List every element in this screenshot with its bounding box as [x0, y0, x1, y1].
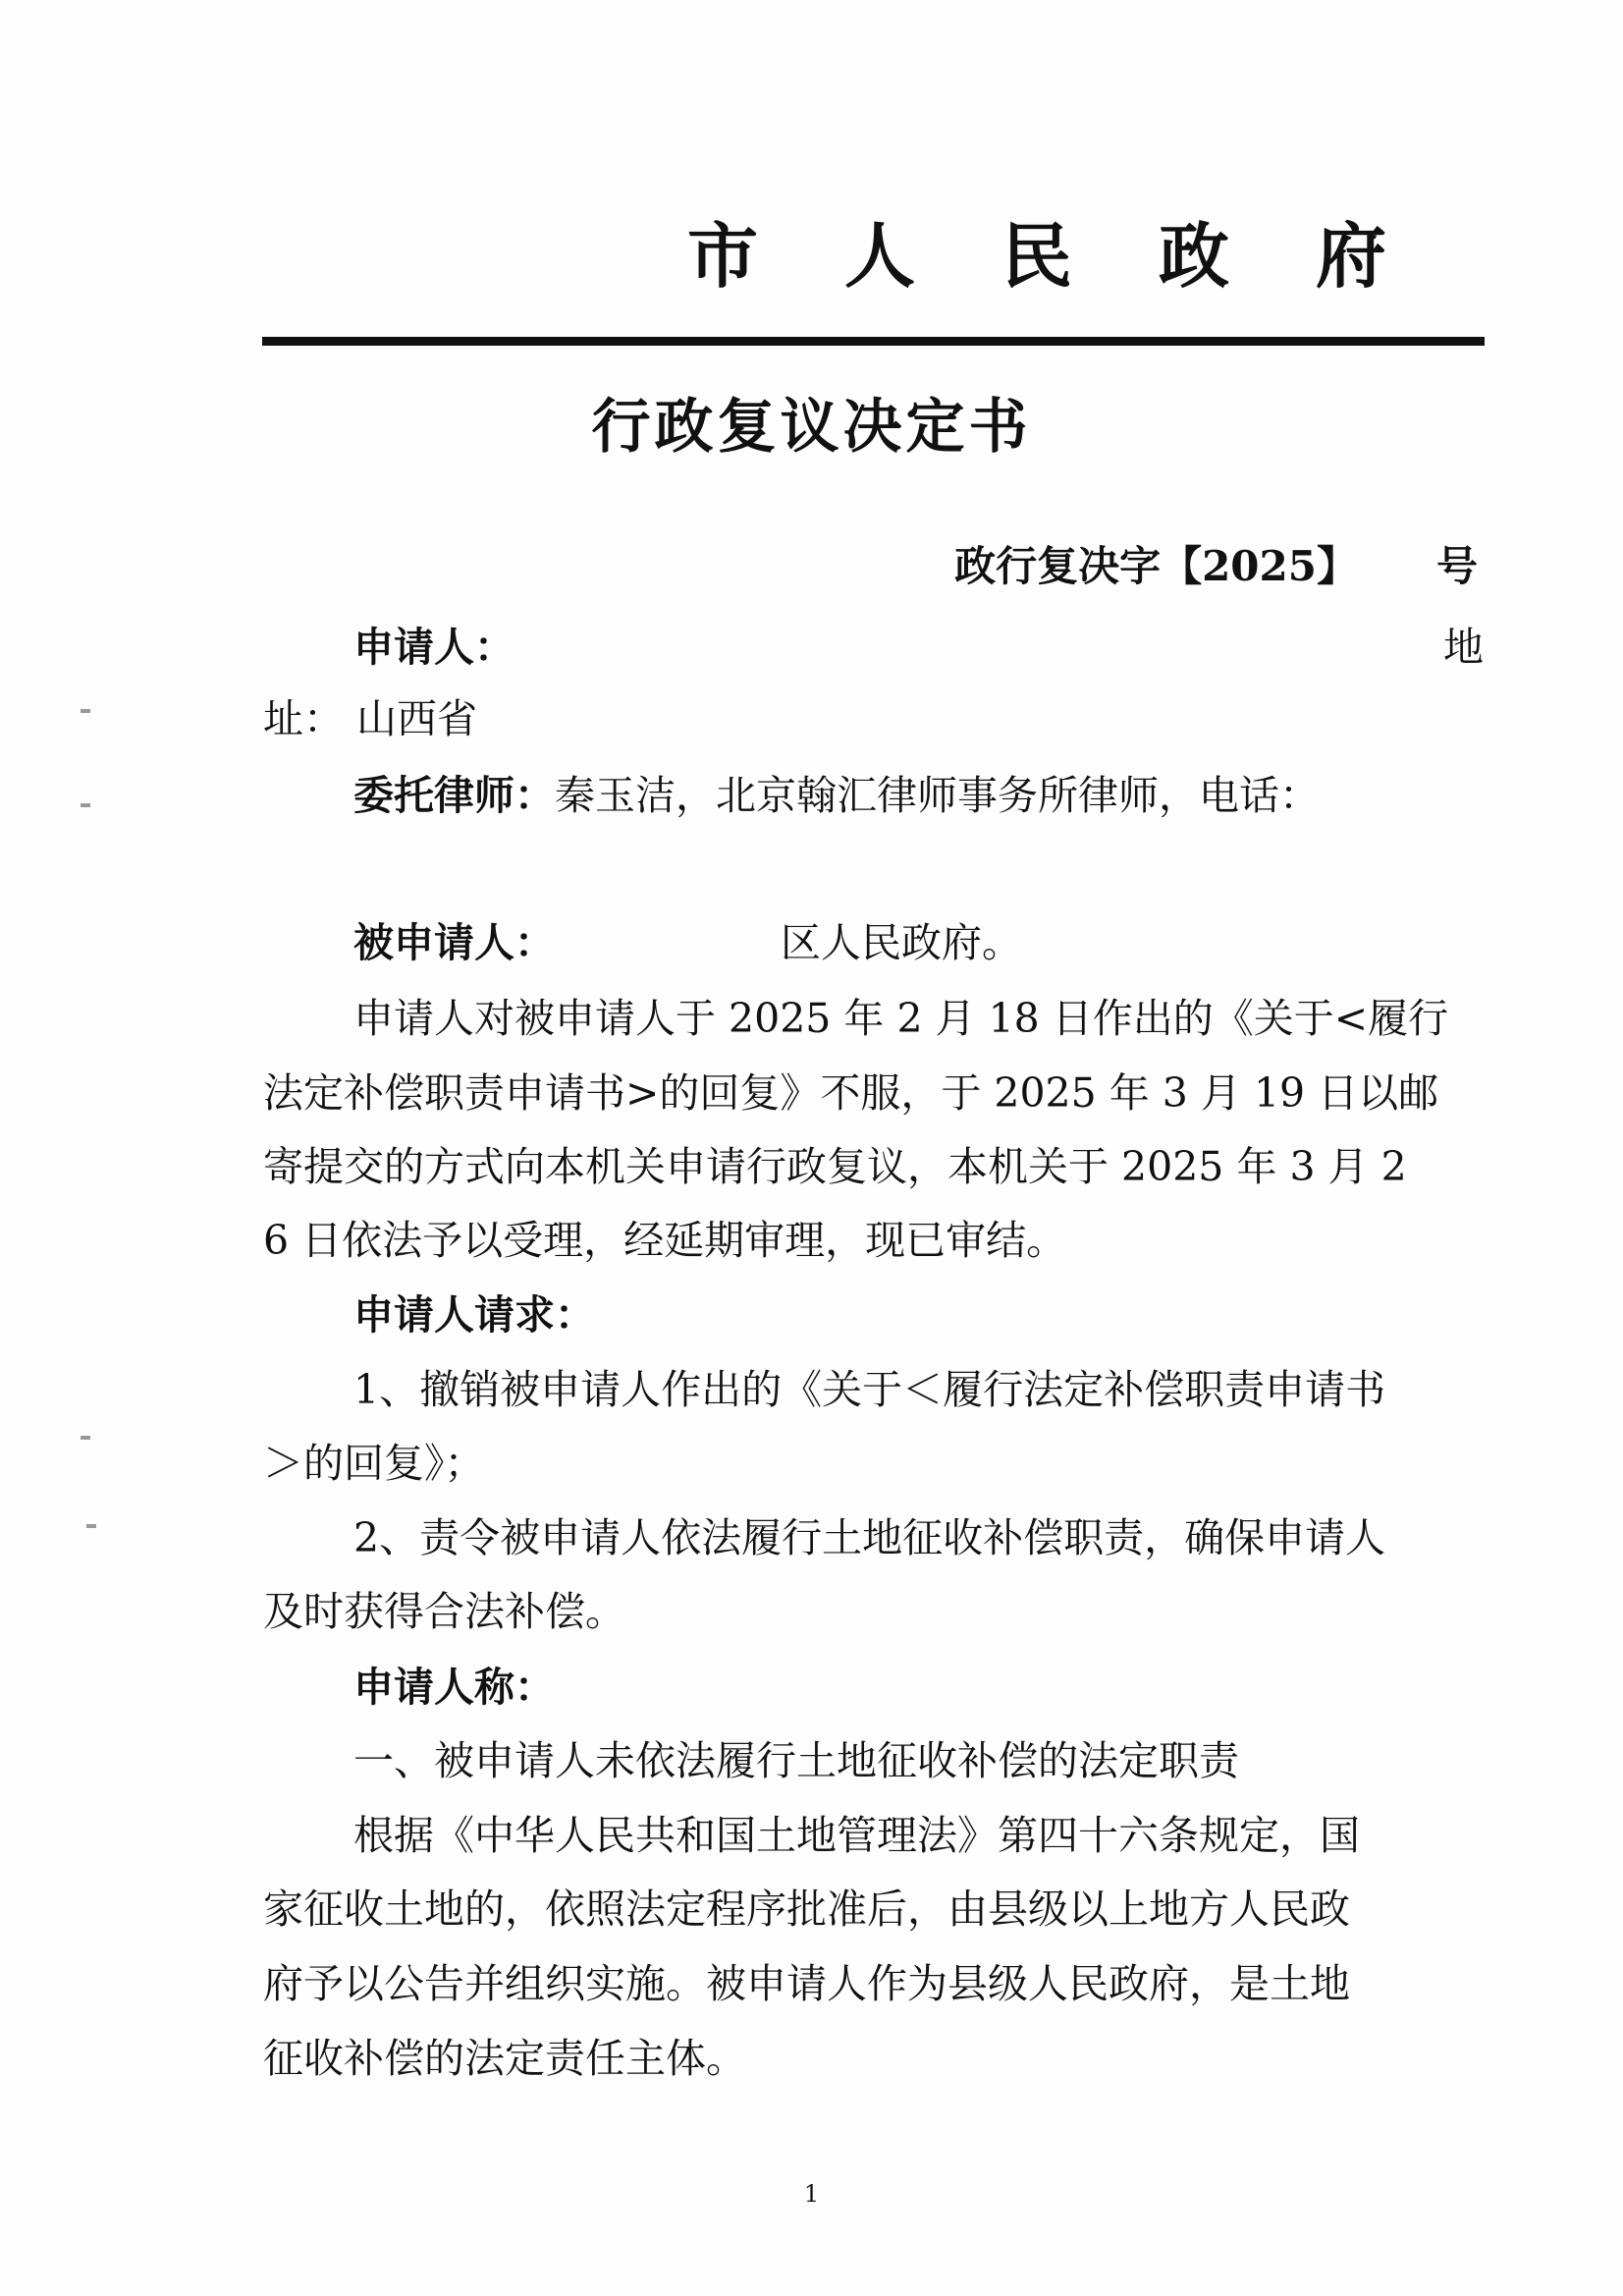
- intro-line-4: 6 日依法予以受理，经延期审理，现已审结。: [263, 1217, 1067, 1264]
- lawyer-value: 秦玉洁，北京翰汇律师事务所律师，电话：: [555, 772, 1320, 819]
- address-label-part1: 地: [1443, 624, 1484, 671]
- claims-heading: 申请人称：: [353, 1664, 555, 1711]
- request-1-line-1: 1、撤销被申请人作出的《关于＜履行法定补偿职责申请书: [353, 1366, 1386, 1413]
- applicant-line: [353, 622, 1481, 673]
- request-2-line-2: 及时获得合法补偿。: [263, 1588, 625, 1635]
- intro-line-3: 寄提交的方式向本机关申请行政复议，本机关于 2025 年 3 月 2: [263, 1143, 1407, 1190]
- respondent-line: [353, 917, 1481, 968]
- claim-1-heading: 一、被申请人未依法履行土地征收补偿的法定职责: [353, 1737, 1239, 1784]
- document-number-prefix: 政行复决字【2025】: [954, 542, 1358, 590]
- claim-1-line-1: 根据《中华人民共和国土地管理法》第四十六条规定，国: [353, 1812, 1360, 1859]
- address-redaction: [477, 704, 1243, 741]
- address-label-part2: 址：: [263, 695, 344, 742]
- claim-1-line-4: 征收补偿的法定责任主体。: [263, 2035, 746, 2082]
- document-number-suffix: 号: [1435, 542, 1478, 590]
- request-heading: 申请人请求：: [353, 1291, 595, 1339]
- binding-hole-mark: [86, 1524, 96, 1528]
- respondent-value: 区人民政府。: [781, 919, 1022, 966]
- lawyer-label: 委托律师：: [353, 772, 555, 819]
- document-number: [954, 542, 1478, 590]
- intro-line-1: 申请人对被申请人于 2025 年 2 月 18 日作出的《关于<履行: [353, 995, 1449, 1042]
- claim-1-line-3: 府予以公告并组织实施。被申请人作为县级人民政府，是土地: [263, 1960, 1350, 2007]
- header-rule: [262, 337, 1485, 346]
- binding-hole-mark: [81, 709, 90, 713]
- binding-hole-mark: [81, 1436, 90, 1440]
- respondent-label: 被申请人：: [353, 919, 555, 966]
- request-2-line-1: 2、责令被申请人依法履行土地征收补偿职责，确保申请人: [353, 1514, 1386, 1561]
- claim-1-line-2: 家征收土地的，依照法定程序批准后，由县级以上地方人民政: [263, 1886, 1350, 1933]
- address-line: [263, 693, 1481, 744]
- request-1-line-2: ＞的回复》；: [263, 1440, 485, 1487]
- document-title: 行政复议决定书: [591, 393, 1032, 462]
- intro-line-2: 法定补偿职责申请书>的回复》不服，于 2025 年 3 月 19 日以邮: [263, 1069, 1439, 1117]
- respondent-redaction: [555, 928, 781, 965]
- issuing-agency: 市人民政府: [687, 214, 1474, 298]
- lawyer-line: [353, 770, 1481, 821]
- applicant-label: 申请人：: [353, 624, 514, 671]
- binding-hole-mark: [81, 803, 90, 807]
- address-value: 山西省: [356, 695, 478, 742]
- applicant-redaction: [514, 632, 524, 670]
- page-number: 1: [803, 2180, 820, 2208]
